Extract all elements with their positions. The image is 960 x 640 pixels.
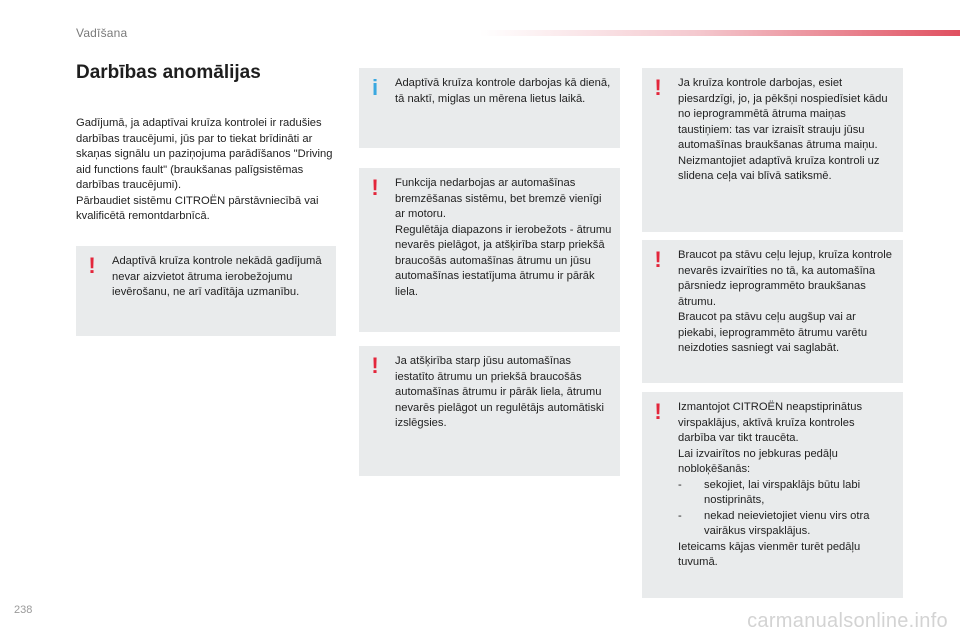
box-text: Adaptīvā kruīza kontrole nekādā gadījumā nevar aizvietot ātruma ierobežojumu ievērošanu, ne arī vadītāja uzmanību. — [112, 255, 322, 298]
box-text: Braucot pa stāvu ceļu lejup, kruīza kontrole nevarēs izvairīties no tā, ka automašīna pārsniedz ieprogrammēto braukšanas ātrumu. — [678, 249, 892, 308]
intro-paragraph — [76, 116, 338, 225]
watermark: carmanualsonline.info — [747, 610, 948, 632]
box-text: Regulētāja diapazons ir ierobežots - ātrumu nevarēs pielāgot, ja atšķirība starp priekšā braucošās automašīnas ātrumu un jūsu automašīnas iestatījuma ātrumu ir pārāk liela. — [395, 223, 612, 298]
box-text: Izmantojot CITROËN neapstiprinātus virspaklājus, aktīvā kruīza kontroles darbība var tikt traucēta. — [678, 401, 863, 444]
box-text: Neizmantojiet adaptīvā kruīza kontroli uz slidena ceļa vai blīvā satiksmē. — [678, 154, 880, 182]
list-item-text: nekad neievietojiet vienu virs otra vairākus virspaklājus. — [704, 509, 870, 537]
bullet-list — [678, 478, 895, 540]
box-text: Adaptīvā kruīza kontrole darbojas kā dienā, tā naktī, miglas un mērena lietus laikā. — [395, 77, 611, 105]
box-text: Braucot pa stāvu ceļu augšup vai ar piekabi, ieprogrammēto ātrumu varētu neizdoties sasniegt vai saglabāt. — [678, 311, 868, 354]
warning-icon: ! — [654, 75, 662, 100]
box-text: Ja kruīza kontrole darbojas, esiet piesardzīgi, jo, ja pēkšņi nospiedīsiet kādu no ieprogrammētā ātruma maiņas taustiņiem: tas var izraisīt strauju jūsu automašīnas braukšanas ātruma maiņu. — [678, 77, 888, 151]
list-item-text: sekojiet, lai virspaklājs būtu labi nostiprināts, — [704, 478, 861, 506]
section-header: Vadīšana — [76, 26, 128, 40]
warning-box-speed-difference — [359, 346, 620, 476]
list-item — [678, 478, 895, 509]
warning-box-floor-mats — [642, 392, 903, 598]
box-text: Lai izvairītos no jebkuras pedāļu nobloķēšanās: — [678, 447, 838, 475]
page-title: Darbības anomālijas — [76, 62, 261, 83]
box-text: Funkcija nedarbojas ar automašīnas bremzēšanas sistēmu, bet bremzē vienīgi ar motoru. — [395, 177, 602, 220]
list-item — [678, 509, 895, 540]
header-accent-bar — [480, 30, 960, 36]
page-number: 238 — [14, 604, 33, 616]
warning-box-engine-braking — [359, 168, 620, 332]
box-text: Ja atšķirība starp jūsu automašīnas iestatīto ātrumu un priekšā braucošās automašīnas ātrumu ir pārāk liela, ātrumu nevarēs pielāgot un regulētājs automātiski izslēgsies. — [395, 355, 604, 429]
intro-line: Gadījumā, ja adaptīvai kruīza kontrolei ir radušies darbības traucējumi, jūs par to tiekat brīdināti ar skaņas signālu un paziņojuma parādīšanos "Driving aid functions fault" (braukšanas palīgsistēmas darbības traucējumi). — [76, 117, 333, 191]
warning-icon: ! — [654, 399, 662, 424]
info-box-weather — [359, 68, 620, 148]
intro-line: Pārbaudiet sistēmu CITROËN pārstāvniecībā vai kvalificētā remontdarbnīcā. — [76, 194, 319, 222]
warning-icon: ! — [371, 353, 379, 378]
box-text: Ieteicams kājas vienmēr turēt pedāļu tuvumā. — [678, 540, 861, 568]
warning-icon: ! — [371, 175, 379, 200]
info-icon: i — [371, 75, 379, 100]
bullet-dash: - — [678, 509, 682, 522]
warning-icon: ! — [88, 253, 96, 278]
bullet-dash: - — [678, 478, 682, 491]
warning-icon: ! — [654, 247, 662, 272]
warning-box-driver-attention — [76, 246, 336, 336]
warning-box-slope — [642, 240, 903, 383]
warning-box-caution — [642, 68, 903, 232]
